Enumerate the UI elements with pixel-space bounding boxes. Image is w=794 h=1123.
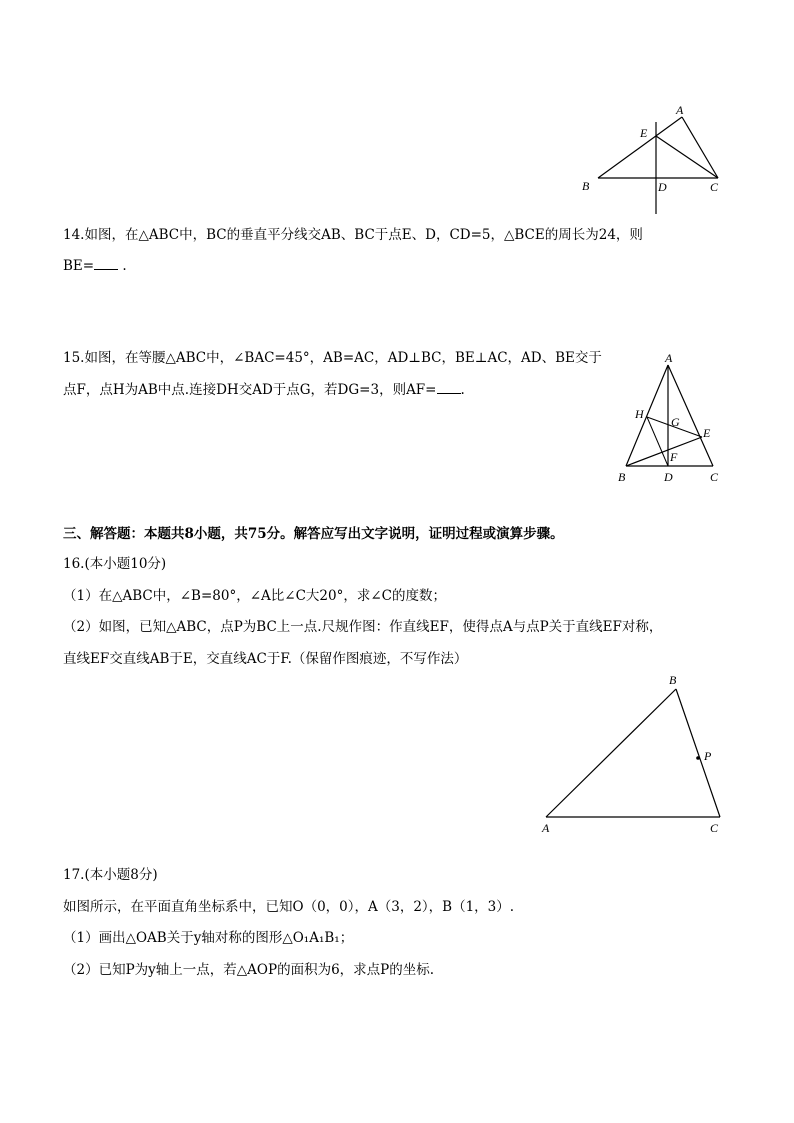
q14-answer-suffix: . — [118, 258, 127, 274]
q15-line1: 15.如图，在等腰△ABC中，∠BAC=45°，AB=AC，AD⊥BC，BE⊥AC，AD、BE交于 — [63, 350, 602, 366]
figure-q14 — [570, 100, 730, 220]
label-A: A — [665, 351, 673, 365]
label-P: P — [704, 749, 712, 763]
label-B: B — [582, 179, 590, 193]
q15-answer-prefix: 点F，点H为AB中点.连接DH交AD于点G，若DG=3，则AF= — [63, 382, 437, 398]
label-H: H — [635, 407, 644, 421]
label-C: C — [710, 470, 719, 484]
q17-part1: （1）画出△OAB关于y轴对称的图形△O₁A₁B₁； — [63, 930, 354, 946]
label-B: B — [618, 470, 626, 484]
figure-q16 — [530, 670, 740, 840]
label-E: E — [640, 126, 648, 140]
q16-part1: （1）在△ABC中，∠B=80°，∠A比∠C大20°，求∠C的度数； — [63, 588, 446, 604]
q15-answer-suffix: . — [460, 382, 465, 398]
answer-blank — [94, 257, 118, 270]
label-E: E — [703, 426, 711, 440]
label-A: A — [542, 821, 550, 835]
answer-blank — [437, 381, 461, 394]
label-F: F — [670, 450, 678, 464]
q16-title: 16.(本小题10分) — [63, 556, 167, 572]
q17-intro: 如图所示，在平面直角坐标系中，已知O（0，0），A（3，2），B（1，3）. — [63, 899, 515, 915]
section-3-heading: 三、解答题：本题共8小题，共75分。解答应写出文字说明，证明过程或演算步骤。 — [63, 526, 564, 542]
q16-part2-line1: （2）如图，已知△ABC，点P为BC上一点.尺规作图：作直线EF，使得点A与点P关于直线EF对称， — [63, 619, 663, 635]
label-A: A — [676, 103, 684, 117]
label-D: D — [664, 470, 673, 484]
figure-q15 — [610, 348, 730, 488]
label-C: C — [710, 821, 719, 835]
label-B: B — [669, 673, 677, 687]
point-P-marker — [696, 756, 700, 760]
q16-part2-line2: 直线EF交直线AB于E，交直线AC于F.（保留作图痕迹，不写作法） — [63, 651, 468, 667]
q14-line1: 14.如图，在△ABC中，BC的垂直平分线交AB、BC于点E、D，CD=5，△BCE的周长为24，则 — [63, 227, 643, 243]
q17-part2: （2）已知P为y轴上一点，若△AOP的面积为6，求点P的坐标. — [63, 962, 435, 978]
q14-line2 — [63, 257, 127, 275]
label-G: G — [671, 415, 680, 429]
q15-line2 — [63, 381, 465, 399]
label-D: D — [658, 180, 667, 194]
q14-answer-prefix: BE= — [63, 258, 95, 274]
q17-title: 17.(本小题8分) — [63, 867, 158, 883]
label-C: C — [710, 180, 719, 194]
